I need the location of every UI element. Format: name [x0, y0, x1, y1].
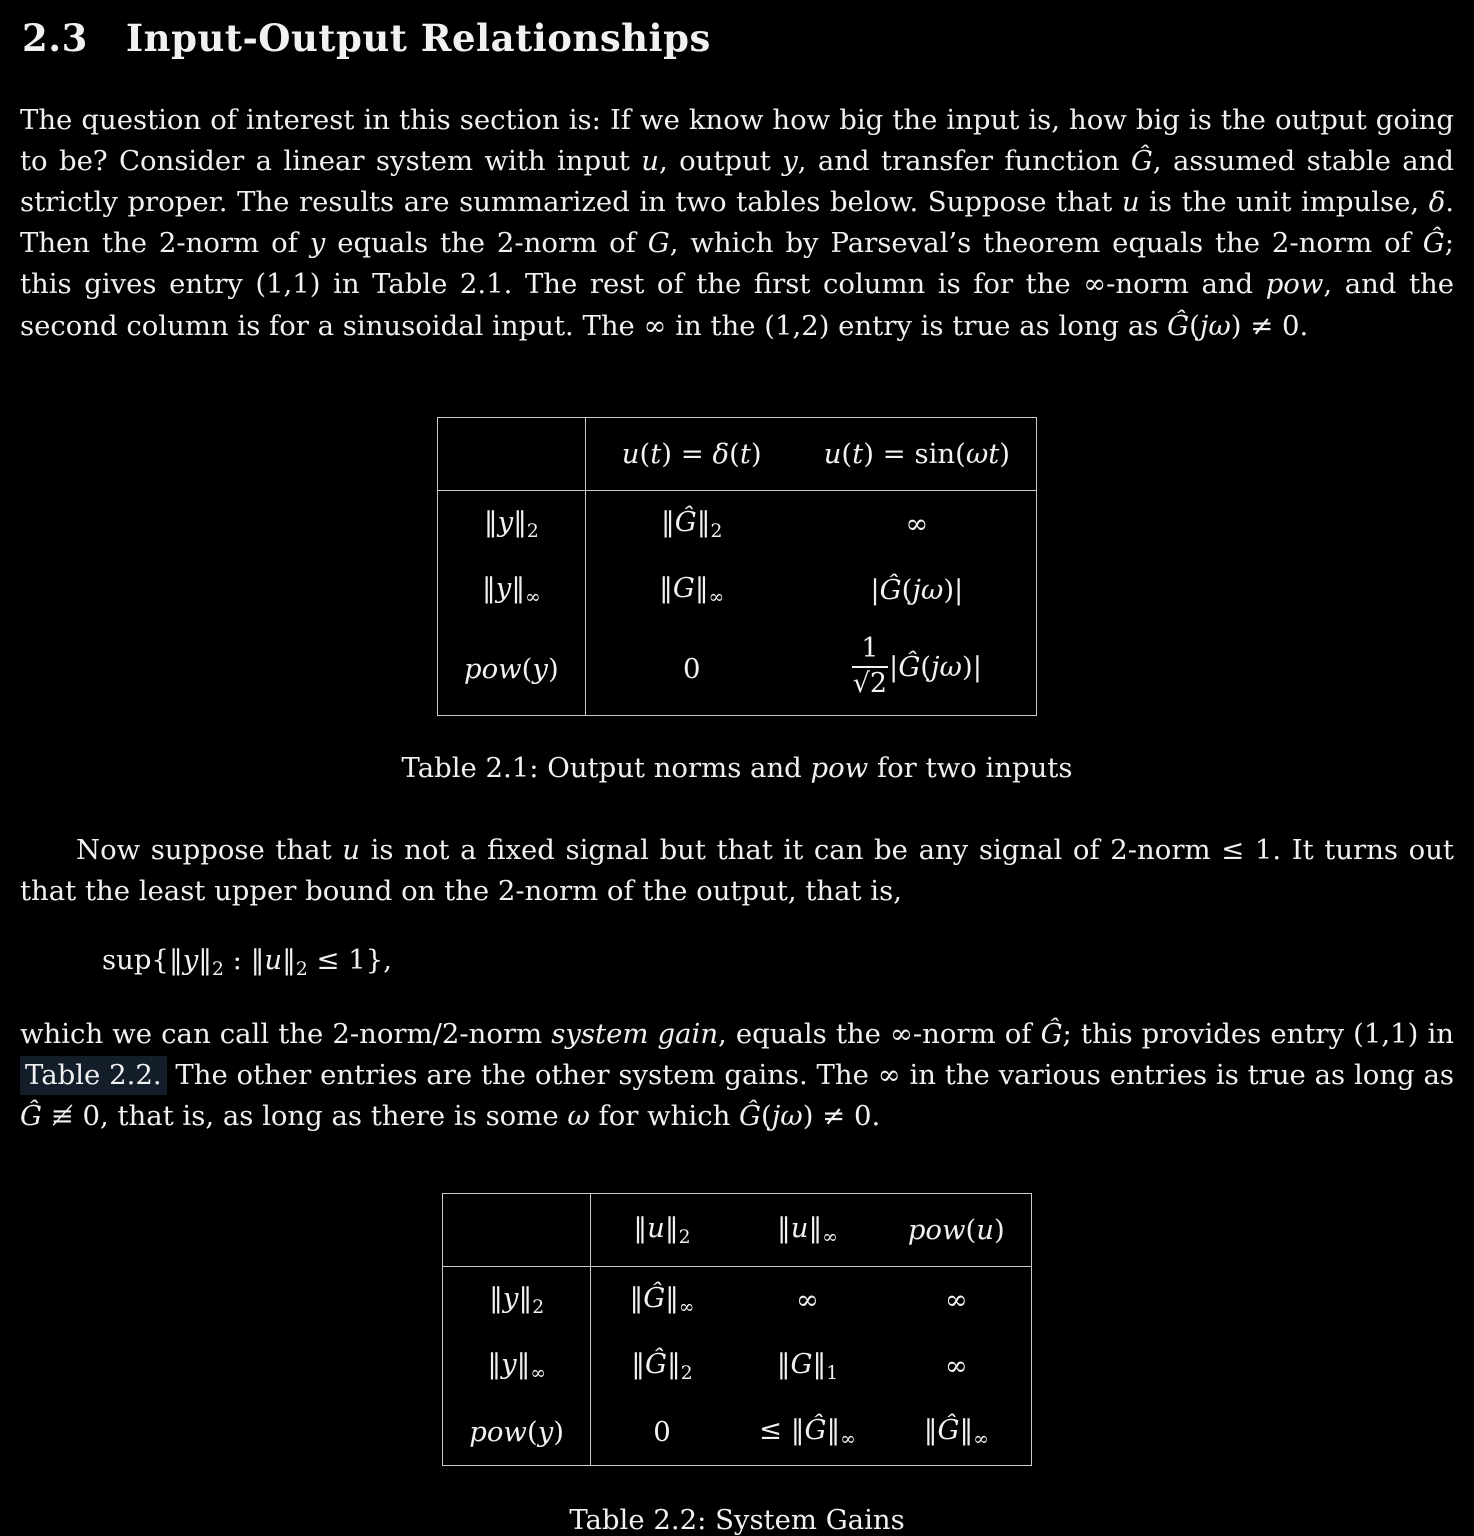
text-run: )| [943, 573, 964, 606]
text-run: jω [931, 651, 962, 684]
text-run: , and the second column is for a sinusoidal input. The ∞ in the (1,2) entry is true as long as [20, 268, 1454, 342]
text-run: u [342, 833, 360, 866]
paragraph-intro [20, 100, 1454, 347]
text-run: ω [567, 1100, 590, 1133]
text-run: ( [639, 437, 651, 470]
text-run: sup{ [102, 943, 169, 976]
table-2-2-reference-highlight[interactable]: Table 2.2. [20, 1056, 167, 1095]
text-run: Ĝ [1422, 227, 1445, 260]
table-cell [590, 1267, 733, 1334]
section-heading [22, 16, 1454, 60]
text-run: ωt [965, 437, 1000, 470]
text-run: ‖ [250, 943, 265, 976]
text-run: pow [463, 652, 522, 685]
text-run: ∞ [525, 586, 541, 608]
text-run: ( [901, 573, 913, 606]
table-column-header [733, 1194, 882, 1267]
text-run: ∞ [530, 1363, 546, 1385]
text-run: which we can call the 2-norm/2-norm [20, 1017, 552, 1050]
text-run: ‖ [923, 1414, 938, 1447]
text-run: Ĝ [937, 1414, 960, 1447]
text-run: ‖ [633, 1212, 648, 1245]
text-run: is not a fixed signal but that it can be any signal of 2-norm ≤ 1. It turns out that the least upper bound on the 2-norm of the output, that is, [20, 833, 1454, 907]
text-run: pow [469, 1416, 527, 1449]
text-run: Table 2.1: Output norms and [401, 751, 811, 784]
text-run: ‖ [511, 571, 526, 604]
text-run: Ĝ [1040, 1017, 1063, 1050]
table-2-1-container [20, 417, 1454, 716]
text-run: ‖ [826, 1414, 841, 1447]
table-row-label [443, 1333, 591, 1399]
text-run: ‖ [631, 1348, 646, 1381]
table-2-1-caption [20, 752, 1454, 784]
table-column-header [585, 417, 798, 490]
text-run: ( [761, 1100, 772, 1133]
text-run: )| [961, 651, 982, 684]
text-run: ‖ [776, 1348, 791, 1381]
text-run: u [641, 145, 659, 178]
text-run: Ĝ [1167, 309, 1190, 342]
text-run: ) [553, 1416, 564, 1449]
table-cell [590, 1333, 733, 1399]
table-cell [798, 490, 1037, 557]
text-run: y [782, 145, 798, 178]
text-run: ‖ [959, 1414, 974, 1447]
text-run: ‖ [487, 1348, 502, 1381]
text-run: u [790, 1212, 809, 1245]
text-run: ( [526, 1416, 538, 1449]
table-2-2-container [20, 1193, 1454, 1466]
text-run: equals the 2-norm of [325, 227, 648, 260]
table-column-header [798, 417, 1037, 490]
text-run: Ĝ [804, 1414, 827, 1447]
text-run: Now suppose that [76, 833, 343, 866]
table-cell [882, 1399, 1031, 1466]
text-run: ∞ [944, 1350, 968, 1383]
table-row-label [437, 490, 585, 557]
paragraph-sup-text [20, 834, 1454, 907]
text-run: ‖ [659, 571, 673, 604]
text-run: u [1121, 186, 1140, 219]
text-run: Ĝ [674, 505, 697, 538]
table-row [437, 623, 1036, 716]
table-cell [882, 1267, 1031, 1334]
text-run: ‖ [696, 505, 711, 538]
text-run: ∞ [822, 1227, 838, 1249]
text-run: pow [1265, 268, 1324, 301]
text-run: Ĝ [879, 573, 902, 606]
section-number: 2.3 [22, 16, 88, 60]
table-corner-cell [443, 1194, 591, 1267]
text-run: ∞ [708, 586, 725, 608]
text-run: ‖ [482, 571, 496, 604]
table-row-label [443, 1399, 591, 1466]
text-run: . Then the 2-norm of [20, 186, 1455, 260]
text-run: , assumed stable and strictly proper. The results are summarized in two tables below. Suppose that [20, 145, 1455, 219]
text-run: 2 [532, 1297, 545, 1319]
text-run: u [976, 1214, 994, 1247]
text-run: for two inputs [868, 751, 1073, 784]
text-run: ) ≠ 0. [802, 1100, 881, 1133]
text-run: ‖ [812, 1348, 827, 1381]
text-run: ‖ [518, 1282, 533, 1315]
text-run: pow [810, 751, 869, 784]
text-run: ) = [661, 437, 713, 470]
section-title: Input-Output Relationships [125, 16, 711, 60]
text-run: u [264, 943, 283, 976]
text-run: is the unit impulse, [1139, 186, 1429, 219]
table-column-header [590, 1194, 733, 1267]
text-run: ‖ [664, 1212, 679, 1245]
table-row [443, 1267, 1031, 1334]
text-run: t [852, 437, 864, 470]
fraction: $\frac{1}{√2}$ [852, 632, 888, 700]
table-cell [585, 623, 798, 716]
text-run: 2 [526, 520, 539, 542]
text-run: ‖ [661, 505, 675, 538]
text-run: y [497, 505, 514, 538]
text-run: ‖ [694, 571, 709, 604]
text-run: t [650, 437, 662, 470]
text-run: 1 [826, 1363, 839, 1385]
text-run: ‖ [489, 1282, 503, 1315]
table-row-label [437, 557, 585, 623]
table-column-header [882, 1194, 1031, 1267]
text-run: ) [993, 1214, 1005, 1247]
text-run: jω [1199, 309, 1231, 342]
text-run: The question of interest in this section is: If we know how big the input is, how big is the output going to be? Consider a linear system with input [20, 104, 1454, 178]
text-run: , equals the ∞-norm of [718, 1017, 1041, 1050]
text-run: | [889, 651, 899, 684]
text-run: ≤ ‖ [758, 1414, 805, 1447]
text-run: 2 [211, 958, 224, 980]
paragraph-gains [20, 1014, 1454, 1137]
text-run: system gain [551, 1017, 719, 1050]
text-run: ) [547, 652, 559, 685]
text-run: Ĝ [739, 1100, 762, 1133]
table-cell [585, 490, 798, 557]
table-cell [590, 1399, 733, 1466]
table-row-label [437, 623, 585, 716]
text-run: ‖ [168, 943, 183, 976]
text-run: Table 2.2: System Gains [569, 1504, 905, 1536]
text-run: y [537, 1416, 554, 1449]
table-cell [585, 557, 798, 623]
text-run: y [532, 652, 548, 685]
text-run: for which [589, 1100, 740, 1133]
text-run: ‖ [513, 505, 527, 538]
text-run: Ĝ [1130, 145, 1153, 178]
text-run: 2 [680, 1363, 693, 1385]
text-run: y [495, 571, 512, 604]
text-run: y [502, 1282, 519, 1315]
text-run: ; this gives entry (1,1) in Table 2.1. The rest of the first column is for the ∞-norm and [20, 227, 1454, 301]
table-corner-cell [437, 417, 585, 490]
text-run: G [672, 571, 695, 604]
text-run: ) = sin( [863, 437, 966, 470]
table-row [443, 1399, 1031, 1466]
text-run: , which by Parseval’s theorem equals the 2-norm of [669, 227, 1423, 260]
text-run: 2 [678, 1227, 691, 1249]
text-run: 0 [653, 1416, 671, 1449]
text-run: ∞ [944, 1284, 968, 1317]
text-run: ( [920, 651, 932, 684]
text-run: ‖ [629, 1282, 644, 1315]
text-run: | [870, 573, 880, 606]
text-run: ∞ [678, 1297, 695, 1319]
table-cell [733, 1399, 882, 1466]
table-cell [798, 623, 1037, 716]
text-run: ) [750, 437, 762, 470]
table-row [437, 490, 1036, 557]
table-row [437, 417, 1036, 490]
text-run: ( [521, 652, 533, 685]
text-run: 0 [682, 652, 701, 685]
table-row [443, 1194, 1031, 1267]
text-run: y [182, 943, 199, 976]
table-cell [733, 1267, 882, 1334]
text-run: ≤ 1}, [307, 943, 392, 976]
text-run: y [501, 1348, 517, 1381]
text-run: Ĝ [898, 651, 921, 684]
text-run: ( [729, 437, 740, 470]
text-run: Ĝ [20, 1100, 42, 1133]
table-cell [882, 1333, 1031, 1399]
text-run: ‖ [516, 1348, 531, 1381]
text-run: ≢ 0, that is, as long as there is some [41, 1100, 568, 1133]
text-run: ) ≠ 0. [1230, 309, 1309, 342]
text-run: ) [999, 437, 1011, 470]
text-run: ‖ [282, 943, 296, 976]
text-run: G [647, 227, 670, 260]
text-run: pow [907, 1214, 966, 1247]
text-run: y [309, 227, 326, 260]
text-run: The other entries are the other system gains. The ∞ in the various entries is true as long as [166, 1058, 1454, 1091]
text-run: ( [1189, 309, 1200, 342]
table-cell [798, 557, 1037, 623]
text-run: δ [712, 437, 730, 470]
text-run: G [790, 1348, 813, 1381]
text-run: , output [658, 145, 783, 178]
text-run: ‖ [667, 1348, 681, 1381]
text-run: Ĝ [643, 1282, 666, 1315]
text-run: ‖ [665, 1282, 679, 1315]
text-run: ‖ [808, 1212, 823, 1245]
table-cell [733, 1333, 882, 1399]
text-run: ‖ [777, 1212, 791, 1245]
text-run: jω [912, 573, 944, 606]
table-2-2-caption [20, 1504, 1454, 1536]
text-run: ∞ [795, 1284, 819, 1317]
text-run: jω [771, 1100, 803, 1133]
text-run: ∞ [840, 1429, 856, 1451]
text-run: ; this provides entry (1,1) in [1062, 1017, 1454, 1050]
text-run: ‖ [198, 943, 212, 976]
table-row-label [443, 1267, 591, 1334]
text-run: , and transfer function [797, 145, 1131, 178]
text-run: δ [1428, 186, 1446, 219]
text-run: 2 [710, 520, 723, 542]
text-run: : [223, 943, 251, 976]
text-run: Ĝ [645, 1348, 668, 1381]
table-row [437, 557, 1036, 623]
text-run: ∞ [973, 1429, 989, 1451]
paragraph-sup [20, 830, 1454, 912]
text-run: t [739, 437, 751, 470]
table-2-2 [442, 1193, 1031, 1466]
text-run: ( [841, 437, 853, 470]
text-run: u [647, 1212, 665, 1245]
text-run: u [621, 437, 640, 470]
text-run: ‖ [483, 505, 498, 538]
table-row [443, 1333, 1031, 1399]
text-run: 2 [295, 958, 308, 980]
text-run: ( [965, 1214, 977, 1247]
table-2-1 [437, 417, 1037, 716]
text-run: u [823, 437, 842, 470]
text-run: ∞ [905, 507, 929, 540]
display-formula [102, 944, 1454, 980]
